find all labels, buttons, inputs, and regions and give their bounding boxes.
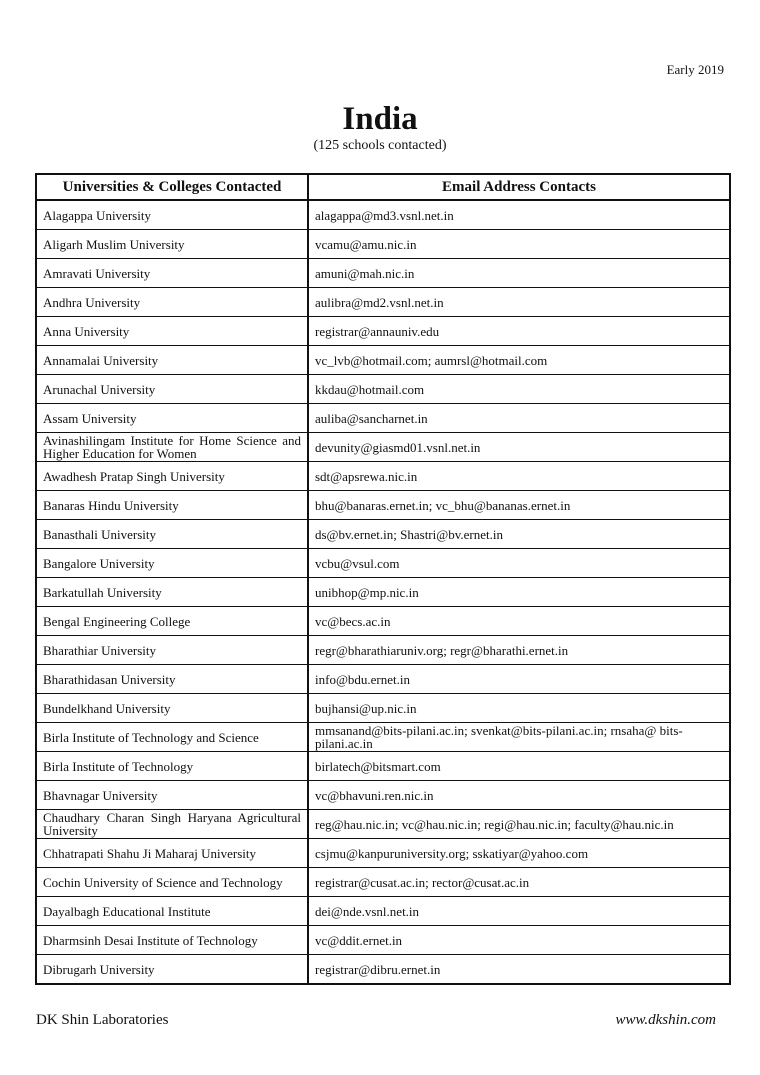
email-contacts: sdt@apsrewa.nic.in: [308, 462, 730, 491]
email-contacts: vcamu@amu.nic.in: [308, 230, 730, 259]
table-row: [36, 375, 730, 404]
email-contacts: mmsanand@bits-pilani.ac.in; svenkat@bits-pilani.ac.in; rnsaha@ bits-pilani.ac.in: [308, 723, 730, 752]
institution-name: Anna University: [36, 317, 308, 346]
email-contacts: vc@ddit.ernet.in: [308, 926, 730, 955]
table-row: [36, 752, 730, 781]
institution-name: Banasthali University: [36, 520, 308, 549]
institution-name: Cochin University of Science and Technology: [36, 868, 308, 897]
table-row: [36, 259, 730, 288]
institution-name: Barkatullah University: [36, 578, 308, 607]
table-row: [36, 955, 730, 985]
table-row: [36, 404, 730, 433]
page-title: India: [342, 101, 418, 137]
table-row: [36, 317, 730, 346]
table-row: [36, 926, 730, 955]
email-contacts: alagappa@md3.vsnl.net.in: [308, 200, 730, 230]
table-row: [36, 868, 730, 897]
institution-name: Banaras Hindu University: [36, 491, 308, 520]
institution-name: Birla Institute of Technology and Science: [36, 723, 308, 752]
table-row: [36, 636, 730, 665]
table-row: [36, 288, 730, 317]
document-date: Early 2019: [666, 62, 724, 77]
institution-name: Bharathidasan University: [36, 665, 308, 694]
email-contacts: vc@bhavuni.ren.nic.in: [308, 781, 730, 810]
email-contacts: vc_lvb@hotmail.com; aumrsl@hotmail.com: [308, 346, 730, 375]
table-row: [36, 462, 730, 491]
email-contacts: auliba@sancharnet.in: [308, 404, 730, 433]
table-row: [36, 230, 730, 259]
institution-name: Awadhesh Pratap Singh University: [36, 462, 308, 491]
institution-name: Chhatrapati Shahu Ji Maharaj University: [36, 839, 308, 868]
email-contacts: info@bdu.ernet.in: [308, 665, 730, 694]
email-contacts: unibhop@mp.nic.in: [308, 578, 730, 607]
table-row: [36, 578, 730, 607]
table-row: [36, 839, 730, 868]
contacts-table: [35, 173, 731, 985]
table-row: [36, 433, 730, 462]
email-contacts: kkdau@hotmail.com: [308, 375, 730, 404]
email-contacts: birlatech@bitsmart.com: [308, 752, 730, 781]
institution-name: Arunachal University: [36, 375, 308, 404]
email-contacts: vc@becs.ac.in: [308, 607, 730, 636]
email-contacts: dei@nde.vsnl.net.in: [308, 897, 730, 926]
institution-name: Assam University: [36, 404, 308, 433]
email-contacts: ds@bv.ernet.in; Shastri@bv.ernet.in: [308, 520, 730, 549]
email-contacts: registrar@annauniv.edu: [308, 317, 730, 346]
institution-name: Dibrugarh University: [36, 955, 308, 985]
table-row: [36, 781, 730, 810]
email-contacts: aulibra@md2.vsnl.net.in: [308, 288, 730, 317]
email-contacts: bujhansi@up.nic.in: [308, 694, 730, 723]
institution-name: Bhavnagar University: [36, 781, 308, 810]
table-row: [36, 491, 730, 520]
institution-name: Bharathiar University: [36, 636, 308, 665]
institution-name: Bengal Engineering College: [36, 607, 308, 636]
table-body: [36, 200, 730, 984]
institution-name: Chaudhary Charan Singh Haryana Agricultural University: [36, 810, 308, 839]
page-subtitle: (125 schools contacted): [313, 138, 447, 153]
column-header-institution: Universities & Colleges Contacted: [36, 174, 308, 200]
email-contacts: registrar@cusat.ac.in; rector@cusat.ac.in: [308, 868, 730, 897]
email-contacts: regr@bharathiaruniv.org; regr@bharathi.ernet.in: [308, 636, 730, 665]
institution-name: Birla Institute of Technology: [36, 752, 308, 781]
table-row: [36, 346, 730, 375]
institution-name: Alagappa University: [36, 200, 308, 230]
table-row: [36, 810, 730, 839]
institution-name: Andhra University: [36, 288, 308, 317]
column-header-email: Email Address Contacts: [308, 174, 730, 200]
institution-name: Bangalore University: [36, 549, 308, 578]
table-row: [36, 549, 730, 578]
institution-name: Aligarh Muslim University: [36, 230, 308, 259]
institution-name: Annamalai University: [36, 346, 308, 375]
table-row: [36, 897, 730, 926]
table-header-row: [36, 174, 730, 200]
email-contacts: registrar@dibru.ernet.in: [308, 955, 730, 985]
table-row: [36, 607, 730, 636]
institution-name: Dayalbagh Educational Institute: [36, 897, 308, 926]
institution-name: Avinashilingam Institute for Home Science and Higher Education for Women: [36, 433, 308, 462]
table-row: [36, 665, 730, 694]
email-contacts: devunity@giasmd01.vsnl.net.in: [308, 433, 730, 462]
email-contacts: amuni@mah.nic.in: [308, 259, 730, 288]
email-contacts: vcbu@vsul.com: [308, 549, 730, 578]
institution-name: Dharmsinh Desai Institute of Technology: [36, 926, 308, 955]
email-contacts: reg@hau.nic.in; vc@hau.nic.in; regi@hau.nic.in; faculty@hau.nic.in: [308, 810, 730, 839]
institution-name: Amravati University: [36, 259, 308, 288]
table-row: [36, 723, 730, 752]
footer-website: www.dkshin.com: [615, 1012, 716, 1028]
email-contacts: bhu@banaras.ernet.in; vc_bhu@bananas.ernet.in: [308, 491, 730, 520]
table-row: [36, 200, 730, 230]
institution-name: Bundelkhand University: [36, 694, 308, 723]
email-contacts: csjmu@kanpuruniversity.org; sskatiyar@yahoo.com: [308, 839, 730, 868]
table-row: [36, 520, 730, 549]
table-row: [36, 694, 730, 723]
footer-organization: DK Shin Laboratories: [36, 1012, 169, 1028]
